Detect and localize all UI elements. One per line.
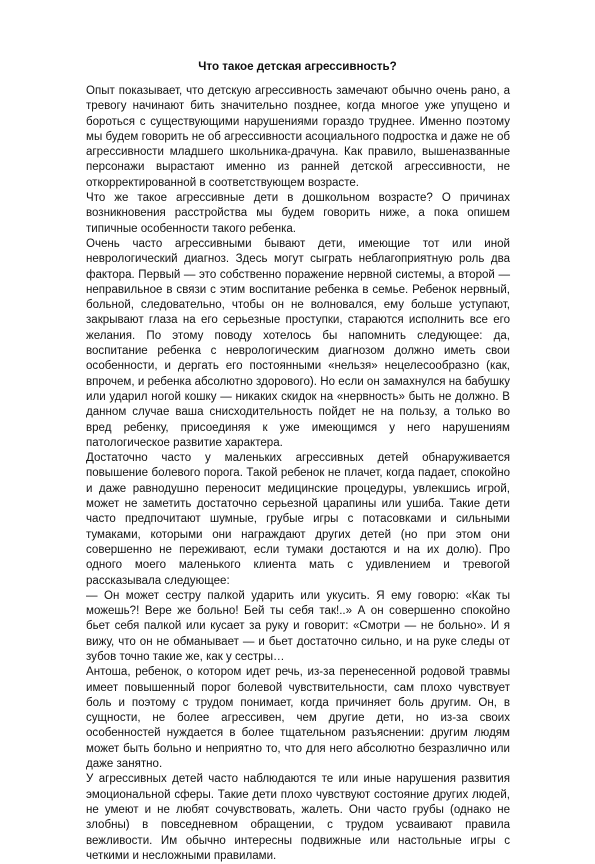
paragraph: Опыт показывает, что детскую агрессивность замечают обычно очень рано, а тревогу начинают бить значительно позднее, когда многое уже упущено и бороться с существующими нарушениями гораздо труднее. Именно поэтому мы будем говорить не об агрессивности асоциального подростка и даже не об агрессивности младшего школьника-драчуна. Как правило, вышеназванные персонажи вырастают именно из ранней детской агрессивности, не откорректированной в соответствующем возрасте.	[86, 85, 510, 189]
paragraph: Очень часто агрессивными бывают дети, имеющие тот или иной неврологический диагноз. Здесь могут сыграть неблагоприятную роль два фактора. Первый — это собственно поражение нервной системы, а второй — неправильное в связи с этим воспитание ребенка в семье. Ребенок нервный, больной, следовательно, чтобы он не волновался, ему больше уступают, закрывают глаза на его серьезные проступки, стараются исполнить все его желания. По этому поводу хотелось бы напомнить следующее: да, воспитание ребенка с неврологическим диагнозом должно иметь свои особенности, и дергать его постоянными «нельзя» нецелесообразно (как, впрочем, и ребенка абсолютно здорового). Но если он замахнулся на бабушку или ударил ногой кошку — никаких скидок на «нервность» быть не должно. В данном случае ваша снисходительность пойдет не на пользу, а только во вред ребенку, присоединяя к уже имеющимся у него нарушениям патологическое развитие характера.	[86, 237, 510, 449]
document-title: Что такое детская агрессивность?	[198, 60, 397, 73]
paragraph: — Он может сестру палкой ударить или укусить. Я ему говорю: «Как ты можешь?! Вере же больно! Бей ты себя так!..» А он совершенно спокойно бьет себя палкой или кусает за руку и говорит: «Смотри — не больно». И я вижу, что он не обманывает — и бьет достаточно сильно, и на руке следы от зубов точно такие же, как у сестры…	[86, 589, 510, 663]
paragraph: У агрессивных детей часто наблюдаются те или иные нарушения развития эмоциональной сферы. Такие дети плохо чувствуют состояние других людей, не умеют и не любят сочувствовать, жалеть. Они часто грубы (однако не злобны) в повседневном обращении, с трудом усваивают правила вежливости. Им обычно интересны подвижные или настольные игры с четкими и несложными правилами.	[86, 773, 510, 862]
paragraph: Достаточно часто у маленьких агрессивных детей обнаруживается повышение болевого порога. Такой ребенок не плачет, когда падает, спокойно и даже равнодушно переносит медицинские процедуры, увлекшись игрой, может не заметить достаточно серьезной царапины или ушиба. Такие дети часто предпочитают шумные, грубые игры с потасовками и сильными тумаками, которыми они награждают других детей (но при этом они совершенно не переживают, если тумаки достаются и на их долю). Про одного моего маленького клиента мать с удивлением и тревогой рассказывала следующее:	[86, 452, 510, 587]
document-body	[86, 84, 510, 864]
paragraph: Антоша, ребенок, о котором идет речь, из-за перенесенной родовой травмы имеет повышенный порог болевой чувствительности, сам плохо чувствует боль и поэтому с трудом понимает, когда причиняет боль другим. Он, в сущности, не более агрессивен, чем другие дети, но из-за своих особенностей нуждается в более тщательном разъяснении: другим людям может быть больно и неприятно то, что для него абсолютно безразлично или даже занятно.	[86, 666, 510, 771]
paragraph: Что же такое агрессивные дети в дошкольном возрасте? О причинах возникновения расстройства мы будем говорить ниже, а пока опишем типичные особенности такого ребенка.	[86, 192, 510, 235]
